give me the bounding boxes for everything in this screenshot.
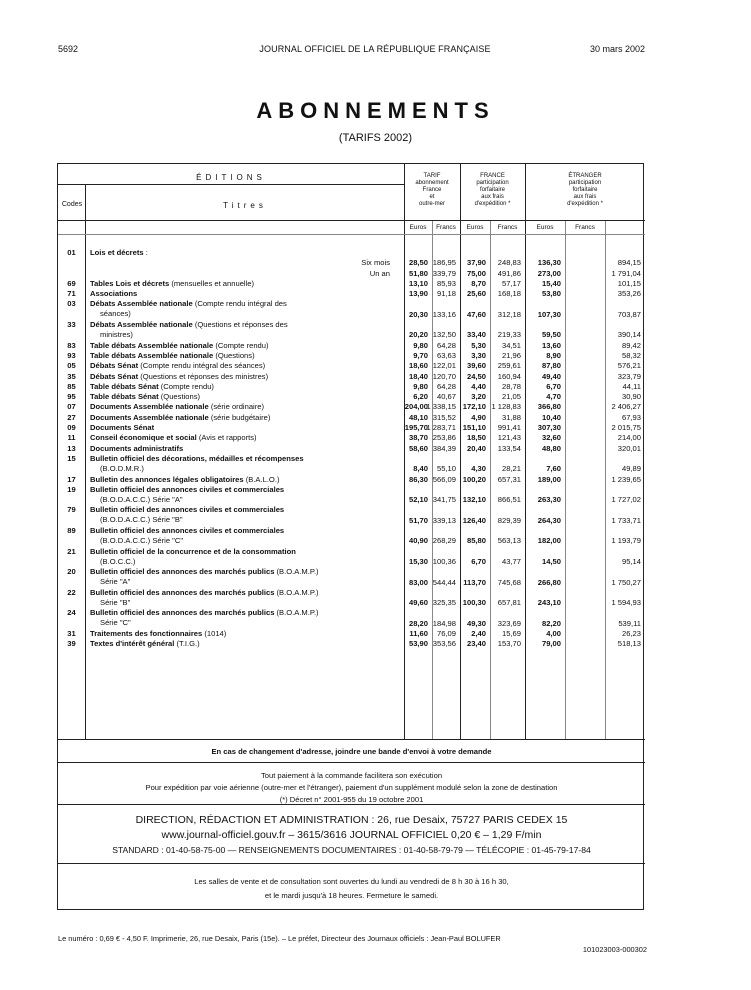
table-row: [58, 423, 645, 433]
table-row: [58, 413, 645, 423]
price-cell: 21,05: [501, 392, 521, 402]
row-code: 17: [67, 474, 76, 484]
currency-subheader: Francs: [497, 224, 518, 231]
row-title: Un an: [369, 268, 390, 278]
price-cell: 79,00: [541, 639, 561, 649]
tarif-header: [404, 173, 460, 208]
sales-hours-1: Les salles de vente et de consultation sont ouvertes du lundi au vendredi de 8 h 30 à 16 h 30,: [194, 877, 509, 886]
price-cell: 49,60: [408, 598, 428, 608]
table-row: [58, 547, 645, 568]
price-cell: 312,18: [497, 309, 521, 319]
price-cell: 101,15: [617, 278, 641, 288]
price-cell: 214,00: [617, 433, 641, 443]
decree-note: (*) Décret n° 2001-955 du 19 octobre 2001: [279, 795, 424, 804]
price-cell: 85,80: [466, 536, 486, 546]
column-header-line: d'expédition *: [474, 201, 511, 207]
column-header-line: d'expédition *: [567, 201, 603, 207]
price-cell: 15,40: [541, 278, 561, 288]
price-cell: 34,51: [501, 340, 521, 350]
column-header-line: participation: [476, 180, 509, 186]
price-cell: 59,50: [541, 330, 561, 340]
price-cell: 8,90: [546, 350, 561, 360]
table-row: [58, 454, 645, 475]
row-code: 85: [67, 381, 76, 391]
journal-title: JOURNAL OFFICIEL DE LA RÉPUBLIQUE FRANÇAISE: [259, 44, 491, 54]
row-title: Textes d'intérêt général (T.I.G.): [90, 639, 200, 649]
row-code: 13: [67, 443, 76, 453]
table-row: [58, 485, 645, 506]
price-cell: 58,32: [621, 350, 641, 360]
table-row: [58, 392, 645, 402]
price-cell: 14,50: [541, 556, 561, 566]
column-header-line: forfaitaire: [572, 187, 598, 193]
row-title: Bulletin officiel de la concurrence et de la consommation (B.O.C.C.): [90, 546, 296, 566]
price-cell: 3,30: [471, 350, 486, 360]
price-cell: 49,40: [541, 371, 561, 381]
price-cell: 323,79: [617, 371, 641, 381]
table-row: [58, 279, 645, 289]
price-cell: 182,00: [537, 536, 561, 546]
table-row: [58, 567, 645, 588]
table-row: [58, 320, 645, 341]
table-row: [58, 444, 645, 454]
table-row: [58, 289, 645, 299]
row-code: 69: [67, 278, 76, 288]
column-header-line: et: [429, 194, 435, 200]
row-title: Table débats Sénat (Compte rendu): [90, 381, 214, 391]
price-cell: 151,10: [462, 423, 486, 433]
price-cell: 539,11: [618, 618, 641, 628]
price-cell: 28,78: [501, 381, 521, 391]
currency-subheader: Euros: [466, 224, 484, 231]
price-cell: 40,67: [436, 392, 456, 402]
row-code: 35: [67, 371, 76, 381]
row-code: 19: [67, 484, 76, 494]
price-cell: 58,60: [408, 443, 428, 453]
row-code: 83: [67, 340, 76, 350]
price-cell: 32,60: [541, 433, 561, 443]
price-cell: 307,30: [537, 423, 561, 433]
phone-numbers: STANDARD : 01-40-58-75-00 — RENSEIGNEMENTS DOCUMENTAIRES : 01-40-58-79-79 — TÉLÉCOPIE : 01-45-79-17-84: [112, 845, 591, 855]
tariff-rows: [58, 248, 645, 650]
column-header-line: ÉTRANGER: [568, 173, 602, 179]
page-number: 5692: [58, 44, 79, 54]
direction-address: DIRECTION, RÉDACTION ET ADMINISTRATION : 26, rue Desaix, 75727 PARIS CEDEX 15: [135, 814, 568, 826]
price-cell: 43,77: [501, 556, 521, 566]
row-title: Table débats Sénat (Questions): [90, 392, 201, 402]
table-row: [58, 475, 645, 485]
table-row: [58, 505, 645, 526]
price-cell: 219,33: [497, 330, 521, 340]
price-cell: 866,51: [497, 495, 521, 505]
price-cell: 21,96: [501, 350, 521, 360]
price-cell: 86,30: [408, 474, 428, 484]
price-cell: 745,68: [497, 577, 521, 587]
price-cell: 15,30: [408, 556, 428, 566]
price-cell: 1 338,15: [426, 402, 456, 412]
price-cell: 4,00: [546, 628, 561, 638]
price-cell: 100,36: [432, 556, 456, 566]
row-code: 09: [67, 423, 76, 433]
price-cell: 518,13: [617, 639, 641, 649]
price-cell: 20,40: [466, 443, 486, 453]
row-title: Traitements des fonctionnaires (1014): [90, 628, 227, 638]
price-cell: 100,30: [462, 598, 486, 608]
price-cell: 204,00: [404, 402, 428, 412]
price-cell: 44,11: [622, 381, 641, 391]
price-cell: 263,30: [537, 495, 561, 505]
price-cell: 10,40: [541, 412, 561, 422]
row-title: Débats Assemblée nationale (Questions et réponses des ministres): [90, 320, 288, 340]
table-row: [58, 269, 645, 279]
price-cell: 64,28: [436, 340, 456, 350]
table-row: [58, 526, 645, 547]
row-code: 93: [67, 350, 76, 360]
column-header-line: participation: [568, 180, 602, 186]
price-cell: 5,30: [471, 340, 486, 350]
table-row: [58, 629, 645, 639]
row-code: 20: [67, 567, 76, 577]
row-title: Bulletin officiel des décorations, médailles et récompenses (B.O.D.M.R.): [90, 453, 304, 473]
table-row: [58, 372, 645, 382]
price-cell: 366,80: [537, 402, 561, 412]
price-cell: 1 594,93: [611, 598, 641, 608]
price-cell: 576,21: [617, 361, 641, 371]
address-change-notice: En cas de changement d'adresse, joindre une bande d'envoi à votre demande: [211, 747, 492, 756]
sales-hours-2: et le mardi jusqu'à 18 heures. Fermeture le samedi.: [264, 891, 439, 900]
price-cell: 100,20: [462, 474, 486, 484]
price-cell: 40,90: [408, 536, 428, 546]
table-row: [58, 382, 645, 392]
price-cell: 28,21: [501, 464, 521, 474]
price-cell: 133,54: [497, 443, 521, 453]
subscription-table-box: [57, 163, 644, 910]
row-title: Documents Assemblée nationale (série ordinaire): [90, 402, 265, 412]
footer-imprint: Le numéro : 0,69 € - 4,50 F. Imprimerie, 26, rue Desaix, Paris (15e). – Le préfet, Directeur des Journaux officiels : Jean-Paul BOLUFER: [58, 934, 501, 943]
price-cell: 33,40: [466, 330, 486, 340]
price-cell: 6,20: [413, 392, 428, 402]
price-cell: 121,43: [497, 433, 521, 443]
price-cell: 28,20: [408, 618, 428, 628]
price-cell: 51,80: [408, 268, 428, 278]
price-cell: 1 727,02: [611, 495, 641, 505]
price-cell: 273,00: [537, 268, 561, 278]
row-title: Associations: [90, 289, 138, 299]
price-cell: 48,80: [541, 443, 561, 453]
price-cell: 341,75: [432, 495, 456, 505]
row-code: 89: [67, 526, 76, 536]
price-cell: 7,60: [546, 464, 561, 474]
price-cell: 24,50: [466, 371, 486, 381]
currency-subheader: Francs: [575, 224, 595, 231]
price-cell: 53,80: [541, 289, 561, 299]
price-cell: 122,01: [432, 361, 456, 371]
page-subtitle: (TARIFS 2002): [338, 132, 413, 144]
row-title: Documents Sénat: [90, 423, 155, 433]
table-row: [58, 608, 645, 629]
price-cell: 11,60: [409, 628, 428, 638]
row-code: 15: [67, 453, 76, 463]
price-cell: 390,14: [617, 330, 641, 340]
price-cell: 1 193,79: [611, 536, 641, 546]
row-code: 05: [67, 361, 76, 371]
currency-subheader: Euros: [409, 224, 427, 231]
price-cell: 38,70: [408, 433, 428, 443]
price-cell: 703,87: [617, 309, 641, 319]
price-cell: 253,86: [432, 433, 456, 443]
price-cell: 259,61: [497, 361, 521, 371]
price-cell: 39,60: [466, 361, 486, 371]
price-cell: 1 128,83: [491, 402, 521, 412]
price-cell: 4,30: [471, 464, 486, 474]
price-cell: 160,94: [497, 371, 521, 381]
price-cell: 95,14: [621, 556, 641, 566]
editions-header: ÉDITIONS: [196, 173, 266, 182]
row-code: 03: [67, 299, 76, 309]
price-cell: 1 750,27: [611, 577, 641, 587]
price-cell: 91,18: [436, 289, 456, 299]
price-cell: 20,20: [408, 330, 428, 340]
row-code: 79: [67, 505, 76, 515]
price-cell: 657,81: [497, 598, 521, 608]
price-cell: 9,80: [413, 340, 428, 350]
row-title: Tables Lois et décrets (mensuelles et annuelle): [90, 278, 255, 288]
row-title: Lois et décrets :: [90, 248, 148, 257]
price-cell: 563,13: [497, 536, 521, 546]
price-cell: 829,39: [497, 515, 521, 525]
column-header-line: aux frais: [573, 194, 597, 200]
price-cell: 53,90: [408, 639, 428, 649]
price-cell: 133,16: [432, 309, 456, 319]
price-cell: 20,30: [408, 309, 428, 319]
price-cell: 132,50: [432, 330, 456, 340]
price-cell: 30,90: [621, 392, 641, 402]
price-cell: 26,23: [621, 628, 641, 638]
price-cell: 13,60: [541, 340, 561, 350]
row-title: Table débats Assemblée nationale (Compte rendu): [90, 340, 269, 350]
row-title: Bulletin officiel des annonces des marchés publics (B.O.A.M.P.) Série "B": [90, 587, 319, 607]
price-cell: 4,70: [546, 392, 561, 402]
price-cell: 153,70: [497, 639, 521, 649]
row-code: 24: [67, 608, 76, 618]
table-row: [58, 402, 645, 412]
column-header-line: forfaitaire: [479, 187, 505, 193]
row-title: Documents administratifs: [90, 443, 184, 453]
table-row: [58, 248, 645, 258]
row-title: Débats Sénat (Compte rendu intégral des séances): [90, 361, 266, 371]
price-cell: 353,26: [617, 289, 641, 299]
price-cell: 23,40: [466, 639, 486, 649]
price-cell: 8,40: [413, 464, 428, 474]
codes-header: Codes: [61, 201, 83, 208]
price-cell: 31,88: [501, 412, 521, 422]
price-cell: 6,70: [471, 556, 486, 566]
price-cell: 9,70: [413, 350, 428, 360]
table-row: [58, 639, 645, 649]
price-cell: 126,40: [462, 515, 486, 525]
price-cell: 49,30: [466, 618, 486, 628]
price-cell: 6,70: [546, 381, 561, 391]
price-cell: 82,20: [541, 618, 561, 628]
issue-date: 30 mars 2002: [589, 44, 645, 54]
price-cell: 172,10: [462, 402, 486, 412]
price-cell: 325,35: [432, 598, 456, 608]
price-cell: 83,00: [408, 577, 428, 587]
price-cell: 894,15: [617, 258, 641, 268]
price-cell: 18,50: [466, 433, 486, 443]
row-title: Table débats Assemblée nationale (Questions): [90, 350, 255, 360]
price-cell: 2 406,27: [611, 402, 641, 412]
price-cell: 18,40: [408, 371, 428, 381]
row-code: 11: [67, 433, 76, 443]
price-cell: 89,42: [621, 340, 641, 350]
france-header: [460, 173, 525, 208]
column-header-line: abonnement: [415, 180, 449, 186]
price-cell: 85,93: [436, 278, 456, 288]
row-title: Bulletin officiel des annonces des marchés publics (B.O.A.M.P.) Série "A": [90, 567, 319, 587]
row-title: Conseil économique et social (Avis et rapports): [90, 433, 257, 443]
price-cell: 2 015,75: [611, 423, 641, 433]
price-cell: 76,09: [436, 628, 456, 638]
price-cell: 55,10: [436, 464, 456, 474]
price-cell: 248,83: [497, 258, 521, 268]
payment-note-1: Tout paiement à la commande facilitera son exécution: [260, 771, 443, 780]
price-cell: 168,18: [497, 289, 521, 299]
row-title: Bulletin officiel des annonces civiles et commerciales (B.O.D.A.C.C.) Série "C": [90, 526, 285, 546]
price-cell: 264,30: [537, 515, 561, 525]
table-row: [58, 433, 645, 443]
row-code: 07: [67, 402, 76, 412]
row-code: 33: [67, 320, 76, 330]
price-cell: 57,17: [501, 278, 521, 288]
price-cell: 991,41: [497, 423, 521, 433]
payment-note-2: Pour expédition par voie aérienne (outre-mer et l'étranger), paiement d'un supplément modulé selon la zone de destination: [145, 783, 558, 792]
row-title: Débats Sénat (Questions et réponses des ministres): [90, 371, 269, 381]
price-cell: 13,90: [408, 289, 428, 299]
price-cell: 87,80: [541, 361, 561, 371]
price-cell: 544,44: [432, 577, 456, 587]
row-code: 21: [67, 546, 76, 556]
price-cell: 1 733,71: [611, 515, 641, 525]
price-cell: 2,40: [471, 628, 486, 638]
row-code: 71: [67, 289, 76, 299]
price-cell: 18,60: [408, 361, 428, 371]
price-cell: 323,69: [497, 618, 521, 628]
price-cell: 136,30: [537, 258, 561, 268]
row-title: Bulletin des annonces légales obligatoires (B.A.L.O.): [90, 474, 280, 484]
price-cell: 657,31: [497, 474, 521, 484]
price-cell: 184,98: [432, 618, 456, 628]
price-cell: 266,80: [537, 577, 561, 587]
price-cell: 9,80: [413, 381, 428, 391]
column-header-line: outre-mer: [418, 201, 445, 207]
table-row: [58, 361, 645, 371]
price-cell: 113,70: [463, 577, 486, 587]
row-title: Six mois: [361, 258, 390, 268]
price-cell: 48,10: [408, 412, 428, 422]
price-cell: 195,70: [404, 423, 428, 433]
price-cell: 353,56: [432, 639, 456, 649]
price-cell: 491,86: [497, 268, 521, 278]
price-cell: 51,70: [408, 515, 428, 525]
price-cell: 186,95: [432, 258, 456, 268]
row-code: 22: [67, 587, 76, 597]
price-cell: 384,39: [432, 443, 456, 453]
price-cell: 67,93: [621, 412, 641, 422]
price-cell: 120,70: [432, 371, 456, 381]
price-cell: 339,13: [432, 515, 456, 525]
price-cell: 49,89: [621, 464, 641, 474]
price-cell: 315,52: [432, 412, 456, 422]
price-cell: 25,60: [466, 289, 486, 299]
row-title: Débats Assemblée nationale (Compte rendu intégral des séances): [90, 299, 287, 319]
price-cell: 107,30: [537, 309, 561, 319]
price-cell: 1 791,04: [611, 268, 641, 278]
currency-subheader: Francs: [436, 224, 456, 231]
row-code: 31: [67, 628, 76, 638]
price-cell: 132,10: [462, 495, 486, 505]
table-row: [58, 588, 645, 609]
price-cell: 63,63: [436, 350, 456, 360]
price-cell: 28,50: [408, 258, 428, 268]
row-code: 95: [67, 392, 76, 402]
price-cell: 1 283,71: [426, 423, 456, 433]
website-minitel: www.journal-officiel.gouv.fr – 3615/3616 JOURNAL OFFICIEL 0,20 € – 1,29 F/min: [161, 829, 542, 841]
table-row: [58, 351, 645, 361]
table-row: [58, 299, 645, 320]
price-cell: 64,28: [436, 381, 456, 391]
row-code: 01: [67, 248, 76, 257]
price-cell: 243,10: [537, 598, 561, 608]
price-cell: 566,09: [432, 474, 456, 484]
price-cell: 4,40: [471, 381, 486, 391]
price-cell: 268,29: [432, 536, 456, 546]
row-title: Bulletin officiel des annonces civiles et commerciales (B.O.D.A.C.C.) Série "B": [90, 505, 285, 525]
price-cell: 1 239,65: [611, 474, 641, 484]
price-cell: 52,10: [408, 495, 428, 505]
price-cell: 75,00: [466, 268, 486, 278]
page-title: ABONNEMENTS: [256, 98, 495, 123]
price-cell: 339,79: [432, 268, 456, 278]
price-cell: 37,90: [466, 258, 486, 268]
column-header-line: FRANCE: [480, 173, 505, 179]
row-title: Documents Assemblée nationale (série budgétaire): [90, 412, 271, 422]
column-header-line: TARIF: [423, 173, 441, 179]
row-code: 39: [67, 639, 76, 649]
table-row: [58, 341, 645, 351]
column-header-line: aux frais: [481, 194, 504, 200]
price-cell: 3,20: [471, 392, 486, 402]
titres-header: Titres: [223, 201, 267, 210]
price-cell: 320,01: [617, 443, 641, 453]
price-cell: 4,90: [471, 412, 486, 422]
price-cell: 15,69: [501, 628, 521, 638]
footer-reference: 101023003-000302: [582, 945, 647, 954]
etranger-header: [525, 173, 645, 208]
row-code: 27: [67, 412, 76, 422]
currency-subheader: Euros: [536, 224, 554, 231]
table-row: [58, 258, 645, 268]
price-cell: 189,00: [537, 474, 561, 484]
price-cell: 8,70: [471, 278, 486, 288]
row-title: Bulletin officiel des annonces civiles et commerciales (B.O.D.A.C.C.) Série "A": [90, 484, 285, 504]
price-cell: 13,10: [408, 278, 428, 288]
column-header-line: France: [422, 187, 442, 193]
row-title: Bulletin officiel des annonces des marchés publics (B.O.A.M.P.) Série "C": [90, 608, 319, 628]
price-cell: 47,60: [466, 309, 486, 319]
